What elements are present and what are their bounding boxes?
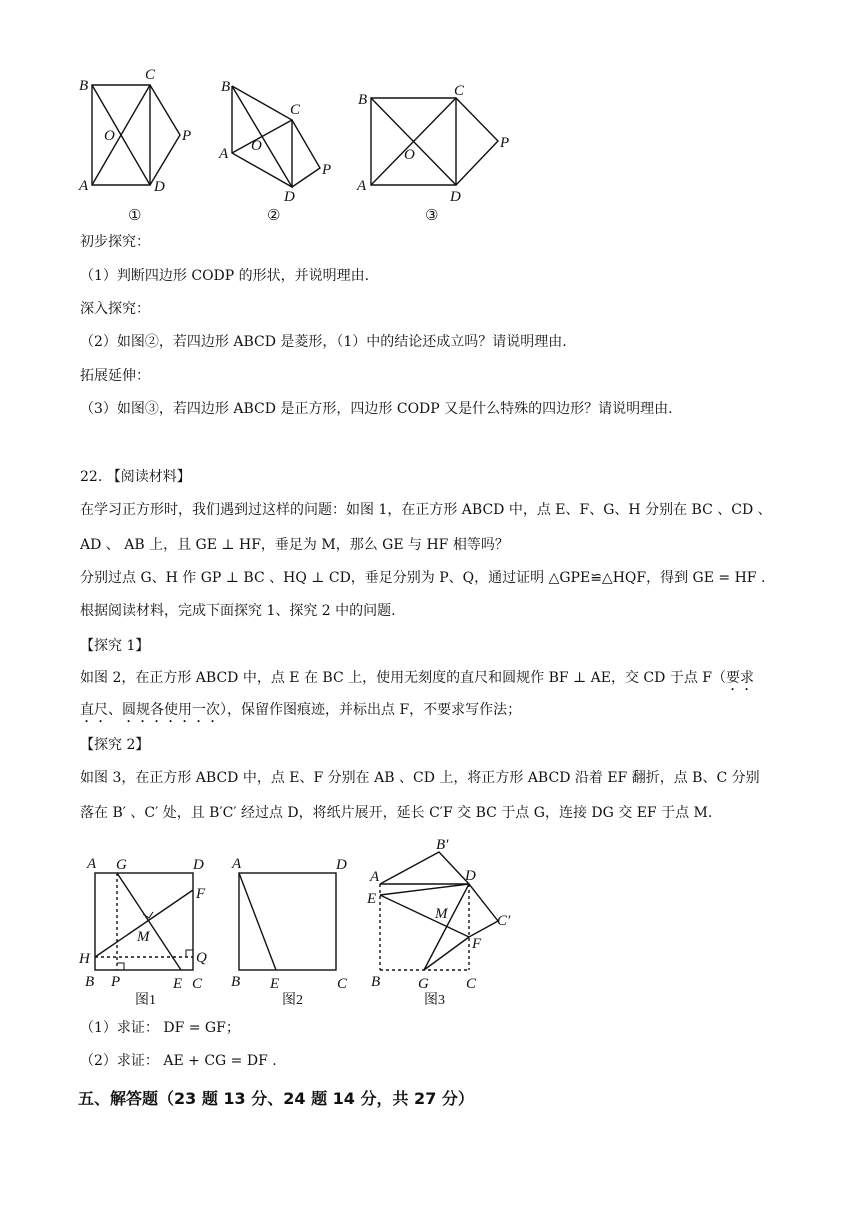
section-5-heading: 五、解答题（23 题 13 分、24 题 14 分，共 27 分）: [78, 1089, 474, 1108]
explore-2-title: 【探究 2】: [80, 737, 150, 753]
f1-label-A: A: [87, 856, 97, 872]
explore-1-text-a: 如图 2，在正方形 ABCD 中，点 E 在 BC 上，使用无刻度的直尺和圆规作 BF ⊥ AE，交 CD 于点 F（: [80, 670, 726, 686]
fig2-label-O: O: [251, 138, 262, 154]
fig1-label-A: A: [79, 178, 89, 194]
fig1-label-B: B: [79, 78, 89, 94]
f1-label-G: G: [116, 857, 127, 873]
f1-label-F: F: [196, 886, 206, 902]
f3-label-Cprime: C′: [497, 913, 511, 929]
fig2-label-A: A: [219, 146, 229, 162]
bottom-figures: [0, 830, 860, 1030]
f1-label-P: P: [111, 974, 121, 990]
fig-caption-2: ②: [267, 208, 281, 224]
fig3-label-O: O: [404, 147, 415, 163]
q22-proof-2: （2）求证： AE + CG = DF .: [80, 1053, 277, 1069]
explore-1-line-2: [80, 700, 521, 726]
fig-caption-3: ③: [425, 208, 439, 224]
fig1-label-D: D: [154, 179, 165, 195]
fig3-label-A: A: [357, 178, 367, 194]
q21-part-2: （2）如图②，若四边形 ABCD 是菱形，（1）中的结论还成立吗？请说明理由.: [80, 334, 567, 350]
q22-para-2: AD 、 AB 上，且 GE ⊥ HF，垂足为 M，那么 GE 与 HF 相等吗？: [80, 537, 509, 553]
f1-label-M: M: [137, 929, 150, 945]
f3-label-G: G: [418, 976, 429, 992]
f1-label-Q: Q: [196, 950, 207, 966]
f2-label-A: A: [232, 856, 242, 872]
explore-1-emphasis-2: 直尺、圆规各使用一次: [80, 702, 220, 718]
explore-1-text-b: ），保留作图痕迹，并标出点 F，不要求写作法；: [220, 702, 522, 718]
q22-proof-1: （1）求证： DF = GF；: [80, 1020, 240, 1036]
f2-label-B: B: [231, 974, 241, 990]
f1-label-B: B: [85, 974, 95, 990]
fig1-label-C: C: [145, 67, 156, 83]
q21-section-initial: 初步探究：: [80, 234, 150, 250]
fig1-label-P: P: [182, 128, 192, 144]
fig-caption-tu2: 图2: [282, 993, 303, 1008]
q22-title: 22. 【阅读材料】: [80, 469, 191, 485]
fig1-label-O: O: [104, 128, 115, 144]
f1-label-E: E: [173, 976, 183, 992]
f1-label-C: C: [192, 976, 203, 992]
f2-label-D: D: [336, 857, 347, 873]
explore-1-emphasis-1: 要求: [725, 670, 754, 686]
f3-label-B: B: [371, 974, 381, 990]
f3-label-F: F: [472, 936, 482, 952]
fig2-label-B: B: [221, 79, 231, 95]
top-figures: [0, 0, 860, 230]
f1-label-H: H: [79, 951, 90, 967]
fig2-label-D: D: [284, 189, 295, 205]
fig3-label-B: B: [358, 92, 368, 108]
f2-label-E: E: [270, 976, 280, 992]
f3-label-Bprime: B′: [436, 837, 449, 853]
q22-para-3: 分别过点 G、H 作 GP ⊥ BC 、HQ ⊥ CD，垂足分别为 P、Q，通过证明 △GPE≌△HQF，得到 GE = HF .: [80, 570, 766, 586]
fig2-label-P: P: [322, 162, 332, 178]
fig3-label-P: P: [500, 135, 510, 151]
explore-2-line-1: 如图 3，在正方形 ABCD 中，点 E、F 分别在 AB 、CD 上，将正方形 ABCD 沿着 EF 翻折，点 B、C 分别: [80, 770, 760, 786]
fig-caption-tu3: 图3: [424, 993, 445, 1008]
explore-1-line-1: [80, 668, 754, 694]
fig3-label-D: D: [450, 189, 461, 205]
f1-label-D: D: [193, 857, 204, 873]
q22-para-4: 根据阅读材料，完成下面探究 1、探究 2 中的问题.: [80, 603, 396, 619]
fig-caption-tu1: 图1: [135, 993, 156, 1008]
q21-part-1: （1）判断四边形 CODP 的形状，并说明理由.: [80, 268, 370, 284]
q21-section-extend: 拓展延伸：: [80, 368, 150, 384]
q21-section-deep: 深入探究：: [80, 301, 150, 317]
q22-para-1: 在学习正方形时，我们遇到过这样的问题：如图 1，在正方形 ABCD 中，点 E、F、G、H 分别在 BC 、CD 、: [80, 502, 772, 518]
fig2-label-C: C: [290, 102, 301, 118]
explore-2-line-2: 落在 B′ 、C′ 处，且 B′C′ 经过点 D，将纸片展开，延长 C′F 交 BC 于点 G，连接 DG 交 EF 于点 M.: [80, 805, 713, 821]
f2-label-C: C: [337, 976, 348, 992]
f3-label-D: D: [465, 868, 476, 884]
fig-caption-1: ①: [128, 208, 142, 224]
f3-label-C: C: [466, 976, 477, 992]
f3-label-A: A: [370, 869, 380, 885]
f3-label-M: M: [435, 906, 448, 922]
q21-part-3: （3）如图③，若四边形 ABCD 是正方形，四边形 CODP 又是什么特殊的四边形？请说明理由.: [80, 401, 673, 417]
f3-label-E: E: [367, 891, 377, 907]
fig3-label-C: C: [454, 83, 465, 99]
explore-1-title: 【探究 1】: [80, 638, 150, 654]
